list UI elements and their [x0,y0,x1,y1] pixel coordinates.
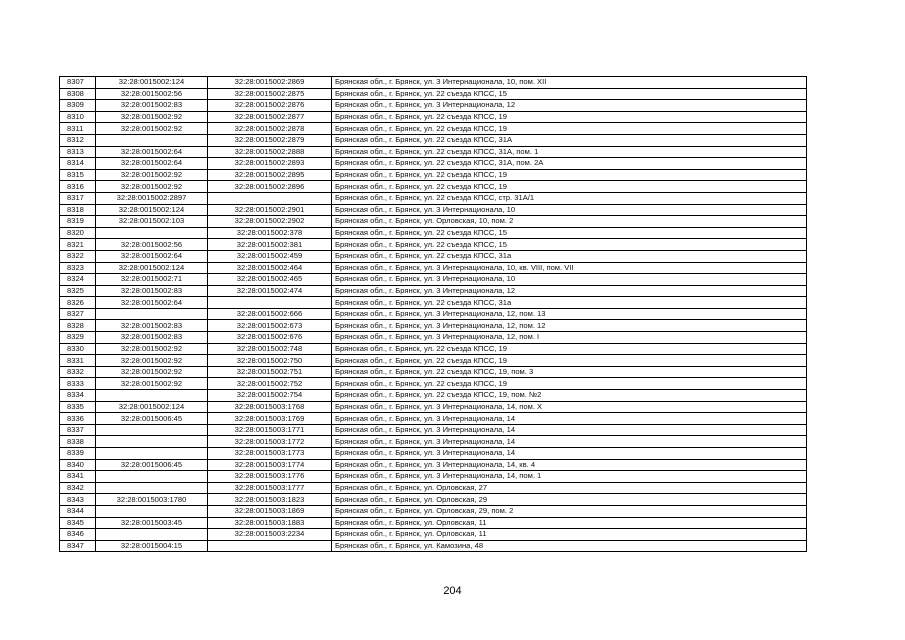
table-row [60,216,807,228]
table-row [60,146,807,158]
address-cell: Брянская обл., г. Брянск, ул. 3 Интернационала, 10, кв. VIII, пом. VII [332,262,807,274]
row-number-cell: 8308 [60,88,96,100]
row-number-cell: 8330 [60,343,96,355]
address-cell: Брянская обл., г. Брянск, ул. Орловская, 10, пом. 2 [332,216,807,228]
object-cadastral-number-cell: 32:28:0015002:2902 [208,216,332,228]
cadastral-number-cell: 32:28:0015002:64 [96,146,208,158]
address-cell: Брянская обл., г. Брянск, ул. 22 съезда КПСС, 19 [332,343,807,355]
table-row [60,181,807,193]
cadastral-number-cell: 32:28:0015002:92 [96,378,208,390]
table-row [60,192,807,204]
address-cell: Брянская обл., г. Брянск, ул. 22 съезда КПСС, 15 [332,239,807,251]
table-row [60,285,807,297]
address-cell: Брянская обл., г. Брянск, ул. 22 съезда КПСС, 31А, пом. 1 [332,146,807,158]
address-cell: Брянская обл., г. Брянск, ул. 22 съезда КПСС, 19 [332,111,807,123]
table-row [60,343,807,355]
cadastral-number-cell: 32:28:0015002:71 [96,274,208,286]
table-row [60,459,807,471]
table-row [60,134,807,146]
cadastral-number-cell [96,505,208,517]
address-cell: Брянская обл., г. Брянск, ул. 22 съезда КПСС, 31а [332,297,807,309]
table-row [60,239,807,251]
address-cell: Брянская обл., г. Брянск, ул. 22 съезда КПСС, 15 [332,227,807,239]
object-cadastral-number-cell: 32:28:0015002:465 [208,274,332,286]
table-row [60,111,807,123]
cadastral-number-cell [96,424,208,436]
address-cell: Брянская обл., г. Брянск, ул. 22 съезда КПСС, 19 [332,169,807,181]
table-row [60,517,807,529]
object-cadastral-number-cell: 32:28:0015003:2234 [208,529,332,541]
cadastral-number-cell: 32:28:0015004:15 [96,540,208,552]
cadastral-number-cell [96,134,208,146]
object-cadastral-number-cell [208,192,332,204]
cadastral-number-cell: 32:28:0015002:83 [96,285,208,297]
cadastral-number-cell: 32:28:0015002:124 [96,204,208,216]
row-number-cell: 8313 [60,146,96,158]
cadastral-number-cell: 32:28:0015002:92 [96,111,208,123]
address-cell: Брянская обл., г. Брянск, ул. 22 съезда КПСС, 19 [332,181,807,193]
cadastral-number-cell: 32:28:0015006:45 [96,413,208,425]
address-cell: Брянская обл., г. Брянск, ул. 3 Интернационала, 12, пом. 13 [332,308,807,320]
row-number-cell: 8347 [60,540,96,552]
object-cadastral-number-cell: 32:28:0015002:752 [208,378,332,390]
table-row [60,250,807,262]
table-row [60,355,807,367]
row-number-cell: 8307 [60,77,96,89]
cadastral-number-cell [96,308,208,320]
address-cell: Брянская обл., г. Брянск, ул. 22 съезда КПСС, 19 [332,378,807,390]
row-number-cell: 8345 [60,517,96,529]
object-cadastral-number-cell: 32:28:0015002:2878 [208,123,332,135]
address-cell: Брянская обл., г. Брянск, ул. Орловская, 29 [332,494,807,506]
object-cadastral-number-cell: 32:28:0015002:381 [208,239,332,251]
row-number-cell: 8322 [60,250,96,262]
cadastral-number-cell [96,227,208,239]
cadastral-number-cell: 32:28:0015002:92 [96,355,208,367]
object-cadastral-number-cell: 32:28:0015002:2893 [208,158,332,170]
cadastral-number-cell [96,390,208,402]
object-cadastral-number-cell: 32:28:0015003:1774 [208,459,332,471]
cadastral-number-cell: 32:28:0015006:45 [96,459,208,471]
cadastral-number-cell: 32:28:0015002:64 [96,250,208,262]
cadastral-number-cell: 32:28:0015003:1780 [96,494,208,506]
address-cell: Брянская обл., г. Брянск, ул. 3 Интернационала, 10 [332,204,807,216]
object-cadastral-number-cell: 32:28:0015002:2869 [208,77,332,89]
object-cadastral-number-cell: 32:28:0015002:2877 [208,111,332,123]
cadastral-number-cell: 32:28:0015002:92 [96,123,208,135]
cadastral-number-cell [96,448,208,460]
row-number-cell: 8316 [60,181,96,193]
cadastral-number-cell: 32:28:0015002:83 [96,332,208,344]
row-number-cell: 8344 [60,505,96,517]
object-cadastral-number-cell: 32:28:0015002:2875 [208,88,332,100]
table-row [60,123,807,135]
object-cadastral-number-cell: 32:28:0015002:2888 [208,146,332,158]
table-row [60,158,807,170]
row-number-cell: 8315 [60,169,96,181]
table-row [60,540,807,552]
table-row [60,274,807,286]
address-cell: Брянская обл., г. Брянск, ул. 3 Интернационала, 14 [332,413,807,425]
table-row [60,436,807,448]
row-number-cell: 8310 [60,111,96,123]
cadastral-number-cell: 32:28:0015002:83 [96,320,208,332]
cadastral-number-cell: 32:28:0015002:92 [96,181,208,193]
cadastral-number-cell: 32:28:0015002:103 [96,216,208,228]
address-cell: Брянская обл., г. Брянск, ул. 22 съезда КПСС, 19, пом. №2 [332,390,807,402]
table-row [60,505,807,517]
row-number-cell: 8333 [60,378,96,390]
address-cell: Брянская обл., г. Брянск, ул. 3 Интернационала, 14 [332,448,807,460]
address-cell: Брянская обл., г. Брянск, ул. 3 Интернационала, 14 [332,424,807,436]
row-number-cell: 8341 [60,471,96,483]
row-number-cell: 8314 [60,158,96,170]
cadastral-number-cell: 32:28:0015002:2897 [96,192,208,204]
table-row [60,262,807,274]
records-table-body [60,77,807,552]
table-row [60,100,807,112]
object-cadastral-number-cell: 32:28:0015002:676 [208,332,332,344]
table-row [60,471,807,483]
table-row [60,529,807,541]
table-row [60,424,807,436]
object-cadastral-number-cell: 32:28:0015002:751 [208,366,332,378]
address-cell: Брянская обл., г. Брянск, ул. 22 съезда КПСС, 15 [332,88,807,100]
address-cell: Брянская обл., г. Брянск, ул. 3 Интернационала, 14, кв. 4 [332,459,807,471]
row-number-cell: 8323 [60,262,96,274]
row-number-cell: 8338 [60,436,96,448]
object-cadastral-number-cell: 32:28:0015003:1823 [208,494,332,506]
cadastral-number-cell: 32:28:0015002:64 [96,297,208,309]
object-cadastral-number-cell: 32:28:0015002:2879 [208,134,332,146]
cadastral-number-cell: 32:28:0015002:83 [96,100,208,112]
object-cadastral-number-cell: 32:28:0015002:474 [208,285,332,297]
address-cell: Брянская обл., г. Брянск, ул. 3 Интернационала, 14, пом. X [332,401,807,413]
table-row [60,227,807,239]
table-row [60,204,807,216]
address-cell: Брянская обл., г. Брянск, ул. 22 съезда КПСС, стр. 31А/1 [332,192,807,204]
object-cadastral-number-cell: 32:28:0015003:1769 [208,413,332,425]
row-number-cell: 8312 [60,134,96,146]
table-row [60,88,807,100]
address-cell: Брянская обл., г. Брянск, ул. 22 съезда КПСС, 19 [332,355,807,367]
cadastral-number-cell: 32:28:0015002:124 [96,401,208,413]
object-cadastral-number-cell: 32:28:0015003:1773 [208,448,332,460]
address-cell: Брянская обл., г. Брянск, ул. 3 Интернационала, 14 [332,436,807,448]
row-number-cell: 8328 [60,320,96,332]
object-cadastral-number-cell: 32:28:0015003:1772 [208,436,332,448]
row-number-cell: 8336 [60,413,96,425]
table-row [60,494,807,506]
cadastral-number-cell: 32:28:0015002:92 [96,169,208,181]
table-row [60,390,807,402]
object-cadastral-number-cell: 32:28:0015002:2895 [208,169,332,181]
row-number-cell: 8326 [60,297,96,309]
address-cell: Брянская обл., г. Брянск, ул. 3 Интернационала, 14, пом. 1 [332,471,807,483]
row-number-cell: 8335 [60,401,96,413]
address-cell: Брянская обл., г. Брянск, ул. 22 съезда КПСС, 31а [332,250,807,262]
cadastral-number-cell [96,529,208,541]
address-cell: Брянская обл., г. Брянск, ул. 22 съезда КПСС, 31А, пом. 2А [332,158,807,170]
row-number-cell: 8343 [60,494,96,506]
row-number-cell: 8319 [60,216,96,228]
row-number-cell: 8331 [60,355,96,367]
row-number-cell: 8337 [60,424,96,436]
cadastral-number-cell: 32:28:0015002:124 [96,77,208,89]
row-number-cell: 8317 [60,192,96,204]
object-cadastral-number-cell [208,297,332,309]
address-cell: Брянская обл., г. Брянск, ул. Орловская, 27 [332,482,807,494]
cadastral-number-cell: 32:28:0015002:56 [96,239,208,251]
table-row [60,366,807,378]
object-cadastral-number-cell: 32:28:0015002:748 [208,343,332,355]
table-row [60,378,807,390]
cadastral-number-cell [96,471,208,483]
address-cell: Брянская обл., г. Брянск, ул. 3 Интернационала, 12 [332,100,807,112]
row-number-cell: 8339 [60,448,96,460]
object-cadastral-number-cell: 32:28:0015002:666 [208,308,332,320]
row-number-cell: 8334 [60,390,96,402]
object-cadastral-number-cell: 32:28:0015003:1883 [208,517,332,529]
row-number-cell: 8318 [60,204,96,216]
address-cell: Брянская обл., г. Брянск, ул. 3 Интернационала, 12 [332,285,807,297]
row-number-cell: 8332 [60,366,96,378]
object-cadastral-number-cell: 32:28:0015002:2901 [208,204,332,216]
row-number-cell: 8327 [60,308,96,320]
object-cadastral-number-cell: 32:28:0015002:673 [208,320,332,332]
cadastral-number-cell: 32:28:0015002:64 [96,158,208,170]
table-row [60,401,807,413]
address-cell: Брянская обл., г. Брянск, ул. 22 съезда КПСС, 19, пом. 3 [332,366,807,378]
row-number-cell: 8311 [60,123,96,135]
address-cell: Брянская обл., г. Брянск, ул. 22 съезда КПСС, 19 [332,123,807,135]
row-number-cell: 8309 [60,100,96,112]
row-number-cell: 8320 [60,227,96,239]
cadastral-number-cell: 32:28:0015002:92 [96,343,208,355]
page-number: 204 [443,585,462,597]
address-cell: Брянская обл., г. Брянск, ул. Орловская, 11 [332,517,807,529]
address-cell: Брянская обл., г. Брянск, ул. 3 Интернационала, 12, пом. 12 [332,320,807,332]
object-cadastral-number-cell: 32:28:0015003:1777 [208,482,332,494]
object-cadastral-number-cell: 32:28:0015002:2876 [208,100,332,112]
table-row [60,297,807,309]
cadastral-number-cell [96,482,208,494]
object-cadastral-number-cell: 32:28:0015003:1776 [208,471,332,483]
object-cadastral-number-cell: 32:28:0015002:378 [208,227,332,239]
object-cadastral-number-cell: 32:28:0015002:459 [208,250,332,262]
cadastral-number-cell: 32:28:0015002:92 [96,366,208,378]
table-row [60,448,807,460]
object-cadastral-number-cell: 32:28:0015003:1771 [208,424,332,436]
records-table [59,76,807,552]
row-number-cell: 8346 [60,529,96,541]
row-number-cell: 8329 [60,332,96,344]
table-row [60,413,807,425]
cadastral-number-cell: 32:28:0015003:45 [96,517,208,529]
table-row [60,332,807,344]
address-cell: Брянская обл., г. Брянск, ул. 3 Интернационала, 10, пом. XII [332,77,807,89]
row-number-cell: 8340 [60,459,96,471]
table-row [60,482,807,494]
address-cell: Брянская обл., г. Брянск, ул. 22 съезда КПСС, 31А [332,134,807,146]
object-cadastral-number-cell: 32:28:0015003:1869 [208,505,332,517]
table-row [60,320,807,332]
cadastral-number-cell [96,436,208,448]
address-cell: Брянская обл., г. Брянск, ул. Орловская, 29, пом. 2 [332,505,807,517]
address-cell: Брянская обл., г. Брянск, ул. Орловская, 11 [332,529,807,541]
object-cadastral-number-cell: 32:28:0015002:464 [208,262,332,274]
object-cadastral-number-cell: 32:28:0015003:1768 [208,401,332,413]
cadastral-number-cell: 32:28:0015002:124 [96,262,208,274]
row-number-cell: 8324 [60,274,96,286]
address-cell: Брянская обл., г. Брянск, ул. 3 Интернационала, 10 [332,274,807,286]
table-row [60,77,807,89]
address-cell: Брянская обл., г. Брянск, ул. 3 Интернационала, 12, пом. I [332,332,807,344]
object-cadastral-number-cell: 32:28:0015002:754 [208,390,332,402]
object-cadastral-number-cell [208,540,332,552]
row-number-cell: 8342 [60,482,96,494]
address-cell: Брянская обл., г. Брянск, ул. Камозина, 48 [332,540,807,552]
table-row [60,308,807,320]
row-number-cell: 8325 [60,285,96,297]
row-number-cell: 8321 [60,239,96,251]
object-cadastral-number-cell: 32:28:0015002:750 [208,355,332,367]
table-row [60,169,807,181]
object-cadastral-number-cell: 32:28:0015002:2896 [208,181,332,193]
cadastral-number-cell: 32:28:0015002:56 [96,88,208,100]
